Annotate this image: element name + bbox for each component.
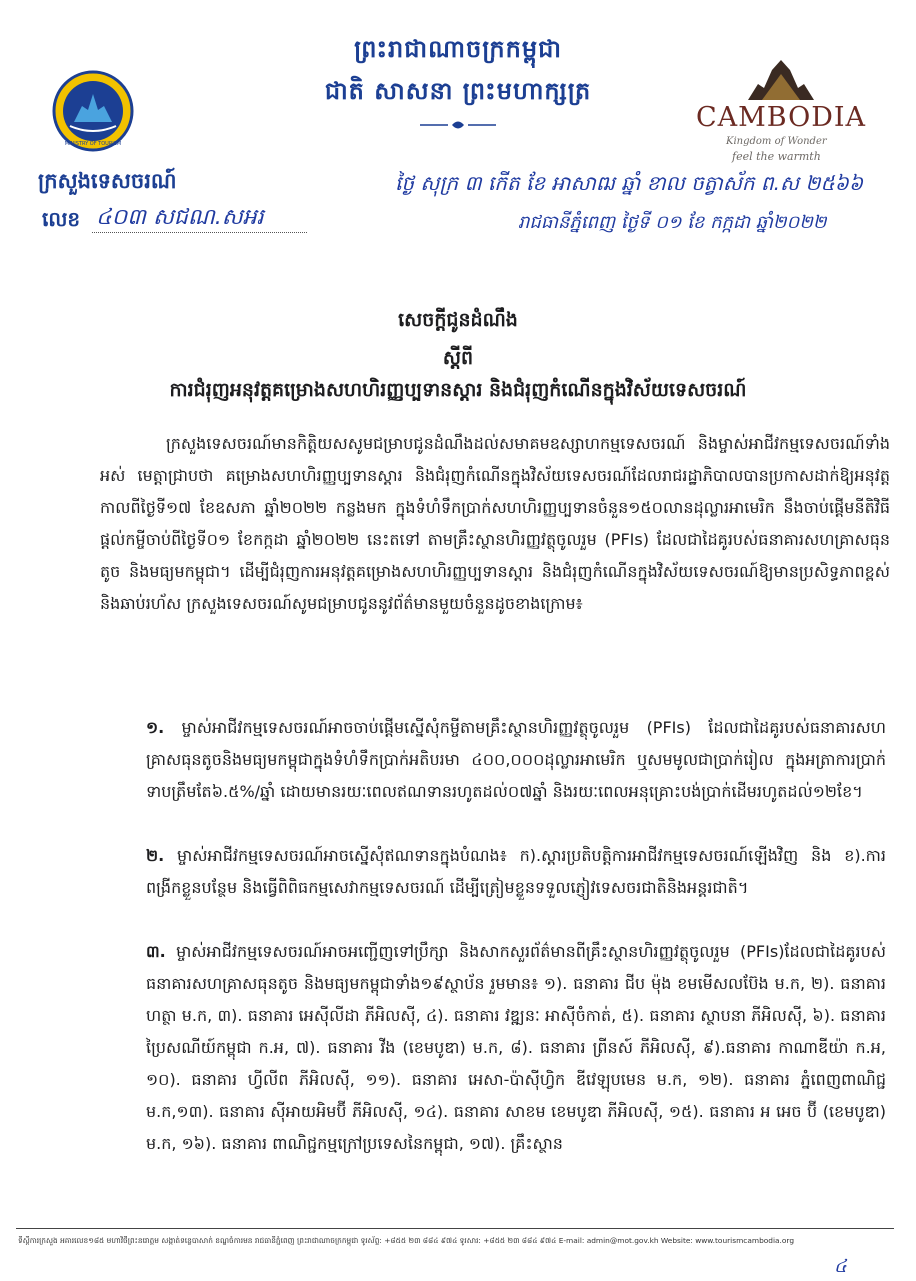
lunar-date: ថ្ងៃ សុក្រ ៣ កើត ខែ អាសាឍ ឆ្នាំ ខាល ចត្វាស័ក ព.ស ២៥៦៦ <box>395 171 863 195</box>
list-item <box>146 936 886 1160</box>
intro-paragraph: ក្រសួងទេសចរណ៍មានកិត្តិយសសូមជម្រាបជូនដំណឹងដល់សមាគមឧស្សាហកម្មទេសចរណ៍ និងម្ចាស់អាជីវកម្មទេសចរណ៍ទាំងអស់ មេត្តាជ្រាបថា គម្រោងសហហិរញ្ញប្បទានស្តារ និងជំរុញកំណើនក្នុងវិស័យទេសចរណ៍ដែលរាជរដ្ឋាភិបាលបានប្រកាសដាក់ឱ្យអនុវត្តកាលពីថ្ងៃទី១៧ ខែឧសភា ឆ្នាំ២០២២ កន្លងមក ក្នុងទំហំទឹកប្រាក់សហហិរញ្ញប្បទានចំនួន១៥០លានដុល្លារអាមេរិក នឹងចាប់ផ្តើមនីតិវិធីផ្តល់កម្ចីចាប់ពីថ្ងៃទី០១ ខែកក្កដា ឆ្នាំ២០២២ នេះតទៅ តាមគ្រឹះស្ថានហិរញ្ញវត្ថុចូលរួម (PFIs) ដែលជាដៃគូរបស់ធនាគារសហគ្រាសធុនតូច និងមធ្យមកម្ពុជា។ ដើម្បីជំរុញការអនុវត្តគម្រោងសហហិរញ្ញប្បទានស្តារ និងជំរុញកំណើនក្នុងវិស័យទេសចរណ៍ឱ្យមានប្រសិទ្ធភាពខ្ពស់ និងឆាប់រហ័ស ក្រសួងទេសចរណ៍សូមជម្រាបជូននូវព័ត៌មានមួយចំនួនដូចខាងក្រោម៖ <box>100 434 890 613</box>
list-item <box>146 840 886 904</box>
seal-text: MINISTRY OF TOURISM <box>64 141 122 147</box>
footer-address: ទីស្តីការក្រសួង អគារលេខ១៨៥ មហាវិថីព្រះនរោត្តម សង្កាត់ទន្លេបាសាក់ ខណ្ឌចំការមន រាជធានីភ្នំពេញ ព្រះរាជាណាចក្រកម្ពុជា ទូរស័ព្ទ: +៨៥៥ ២៣ ៨៨៤ ៩៧៤ ទូរសារ: +៨៥៥ ២៣ ៨៨៤ ៩៧៤ <box>18 1236 557 1245</box>
item-number: ១. <box>146 718 165 737</box>
brand-slogan: feel the warmth <box>732 150 821 163</box>
ornament-divider <box>418 118 498 132</box>
cambodia-brand-logo <box>686 58 876 168</box>
reference-underline <box>92 232 307 233</box>
item-number: ៣. <box>146 942 166 961</box>
reference-label: លេខ <box>42 207 81 231</box>
item-text: ម្ចាស់អាជីវកម្មទេសចរណ៍អាចស្នើសុំឥណទានក្នុងបំណង៖ ក).ស្តារប្រតិបត្តិការអាជីវកម្មទេសចរណ៍ឡើងវិញ និង ខ).ការពង្រីកខ្លួនបន្ថែម និងធ្វើពិពិធកម្មសេវាកម្មទេសចរណ៍ ដើម្បីត្រៀមខ្លួនទទួលភ្ញៀវទេសចរជាតិនិងអន្តរជាតិ។ <box>146 846 886 897</box>
list-item <box>146 712 886 808</box>
kingdom-title: ព្រះរាជាណាចក្រកម្ពុជា <box>354 35 562 63</box>
angkor-temple-icon <box>744 60 818 102</box>
notice-subject: ការជំរុញអនុវត្តគម្រោងសហហិរញ្ញប្បទានស្តារ និងជំរុញកំណើនក្នុងវិស័យទេសចរណ៍ <box>169 379 747 401</box>
page-mark: ៤ <box>834 1256 847 1277</box>
solar-date: រាជធានីភ្នំពេញ ថ្ងៃទី ០១ ខែ កក្កដា ឆ្នាំ២០២២ <box>518 212 827 233</box>
national-motto: ជាតិ សាសនា ព្រះមហាក្សត្រ <box>324 77 592 105</box>
footer-website: Website: www.tourismcambodia.org <box>660 1236 795 1245</box>
footer-contact <box>18 1236 898 1247</box>
brand-word: CAMBODIA <box>695 102 867 133</box>
ministry-name: ក្រសួងទេសចរណ៍ <box>38 169 177 193</box>
footer-divider <box>16 1228 894 1229</box>
item-number: ២. <box>146 846 165 865</box>
item-text: ម្ចាស់អាជីវកម្មទេសចរណ៍អាចអញ្ជើញទៅប្រឹក្សា និងសាកសួរព័ត៌មានពីគ្រឹះស្ថានហិរញ្ញវត្ថុចូលរួម (PFIs)ដែលជាដៃគូរបស់ធនាគារសហគ្រាសធុនតូច និងមធ្យមកម្ពុជាទាំង១៩ស្ថាប័ន រួមមាន៖ ១). ធនាគារ ជីប ម៉ុង ខមមើសលប៊ែង ម.ក, ២). ធនាគារ ហត្ថា ម.ក, ៣). ធនាគារ អេស៊ីលីដា ភីអិលស៊ី, ៤). ធនាគារ វឌ្ឍនៈ អាស៊ីចំកាត់, ៥). ធនាគារ ស្ថាបនា ភីអិលស៊ី, ៦). ធនាគារ ប្រៃសណីយ៍កម្ពុជា ក.អ, ៧). ធនាគារ វីង (ខេមបូឌា) ម.ក, ៨). ធនាគារ ព្រីនស៍ ភីអិលស៊ី, ៩).ធនាគារ កាណាឌីយ៉ា ក.អ, ១០). ធនាគារ ហ្វីលីព ភីអិលស៊ី, ១១). ធនាគារ អេសា-ប៉ាស៊ីហ្វិក ឌីវេឡុបមេន ម.ក, ១២). ធនាគារ ភ្នំពេញពាណិជ្ជ ម.ក,១៣). ធនាគារ ស៊ីអាយអិមប៊ី ភីអិលស៊ី, ១៤). ធនាគារ សាខម ខេមបូឌា ភីអិលស៊ី, ១៥). ធនាគារ អ អេច ប៊ី (ខេមបូឌា) ម.ក, ១៦). ធនាគារ ពាណិជ្ជកម្មក្រៅប្រទេសនៃកម្ពុជា, ១៧). គ្រឹះស្ថាន <box>146 942 887 1153</box>
notice-subject-label: ស្តីពី <box>442 347 474 369</box>
item-text: ម្ចាស់អាជីវកម្មទេសចរណ៍អាចចាប់ផ្តើមស្នើសុំកម្ចីតាមគ្រឹះស្ថានហិរញ្ញវត្ថុចូលរួម (PFIs) ដែលជាដៃគូរបស់ធនាគារសហគ្រាសធុនតូចនិងមធ្យមកម្ពុជាក្នុងទំហំទឹកប្រាក់អតិបរមា ៤០០,០០០ដុល្លារអាមេរិក ឬសមមូលជាប្រាក់រៀល ក្នុងអត្រាការប្រាក់ទាបត្រឹមតែ៦.៥%/ឆ្នាំ ដោយមានរយៈពេលឥណទានរហូតដល់០៧ឆ្នាំ និងរយៈពេលអនុគ្រោះបង់ប្រាក់ដើមរហូតដល់១២ខែ។ <box>146 718 887 801</box>
notice-title: សេចក្តីជូនដំណឹង <box>398 309 518 331</box>
reference-number: ៤០៣ សជណ.សអរ <box>96 205 264 230</box>
ministry-seal-icon <box>52 70 134 152</box>
brand-tagline: Kingdom of Wonder <box>726 136 827 147</box>
footer-email: E-mail: admin@mot.gov.kh <box>558 1236 659 1245</box>
